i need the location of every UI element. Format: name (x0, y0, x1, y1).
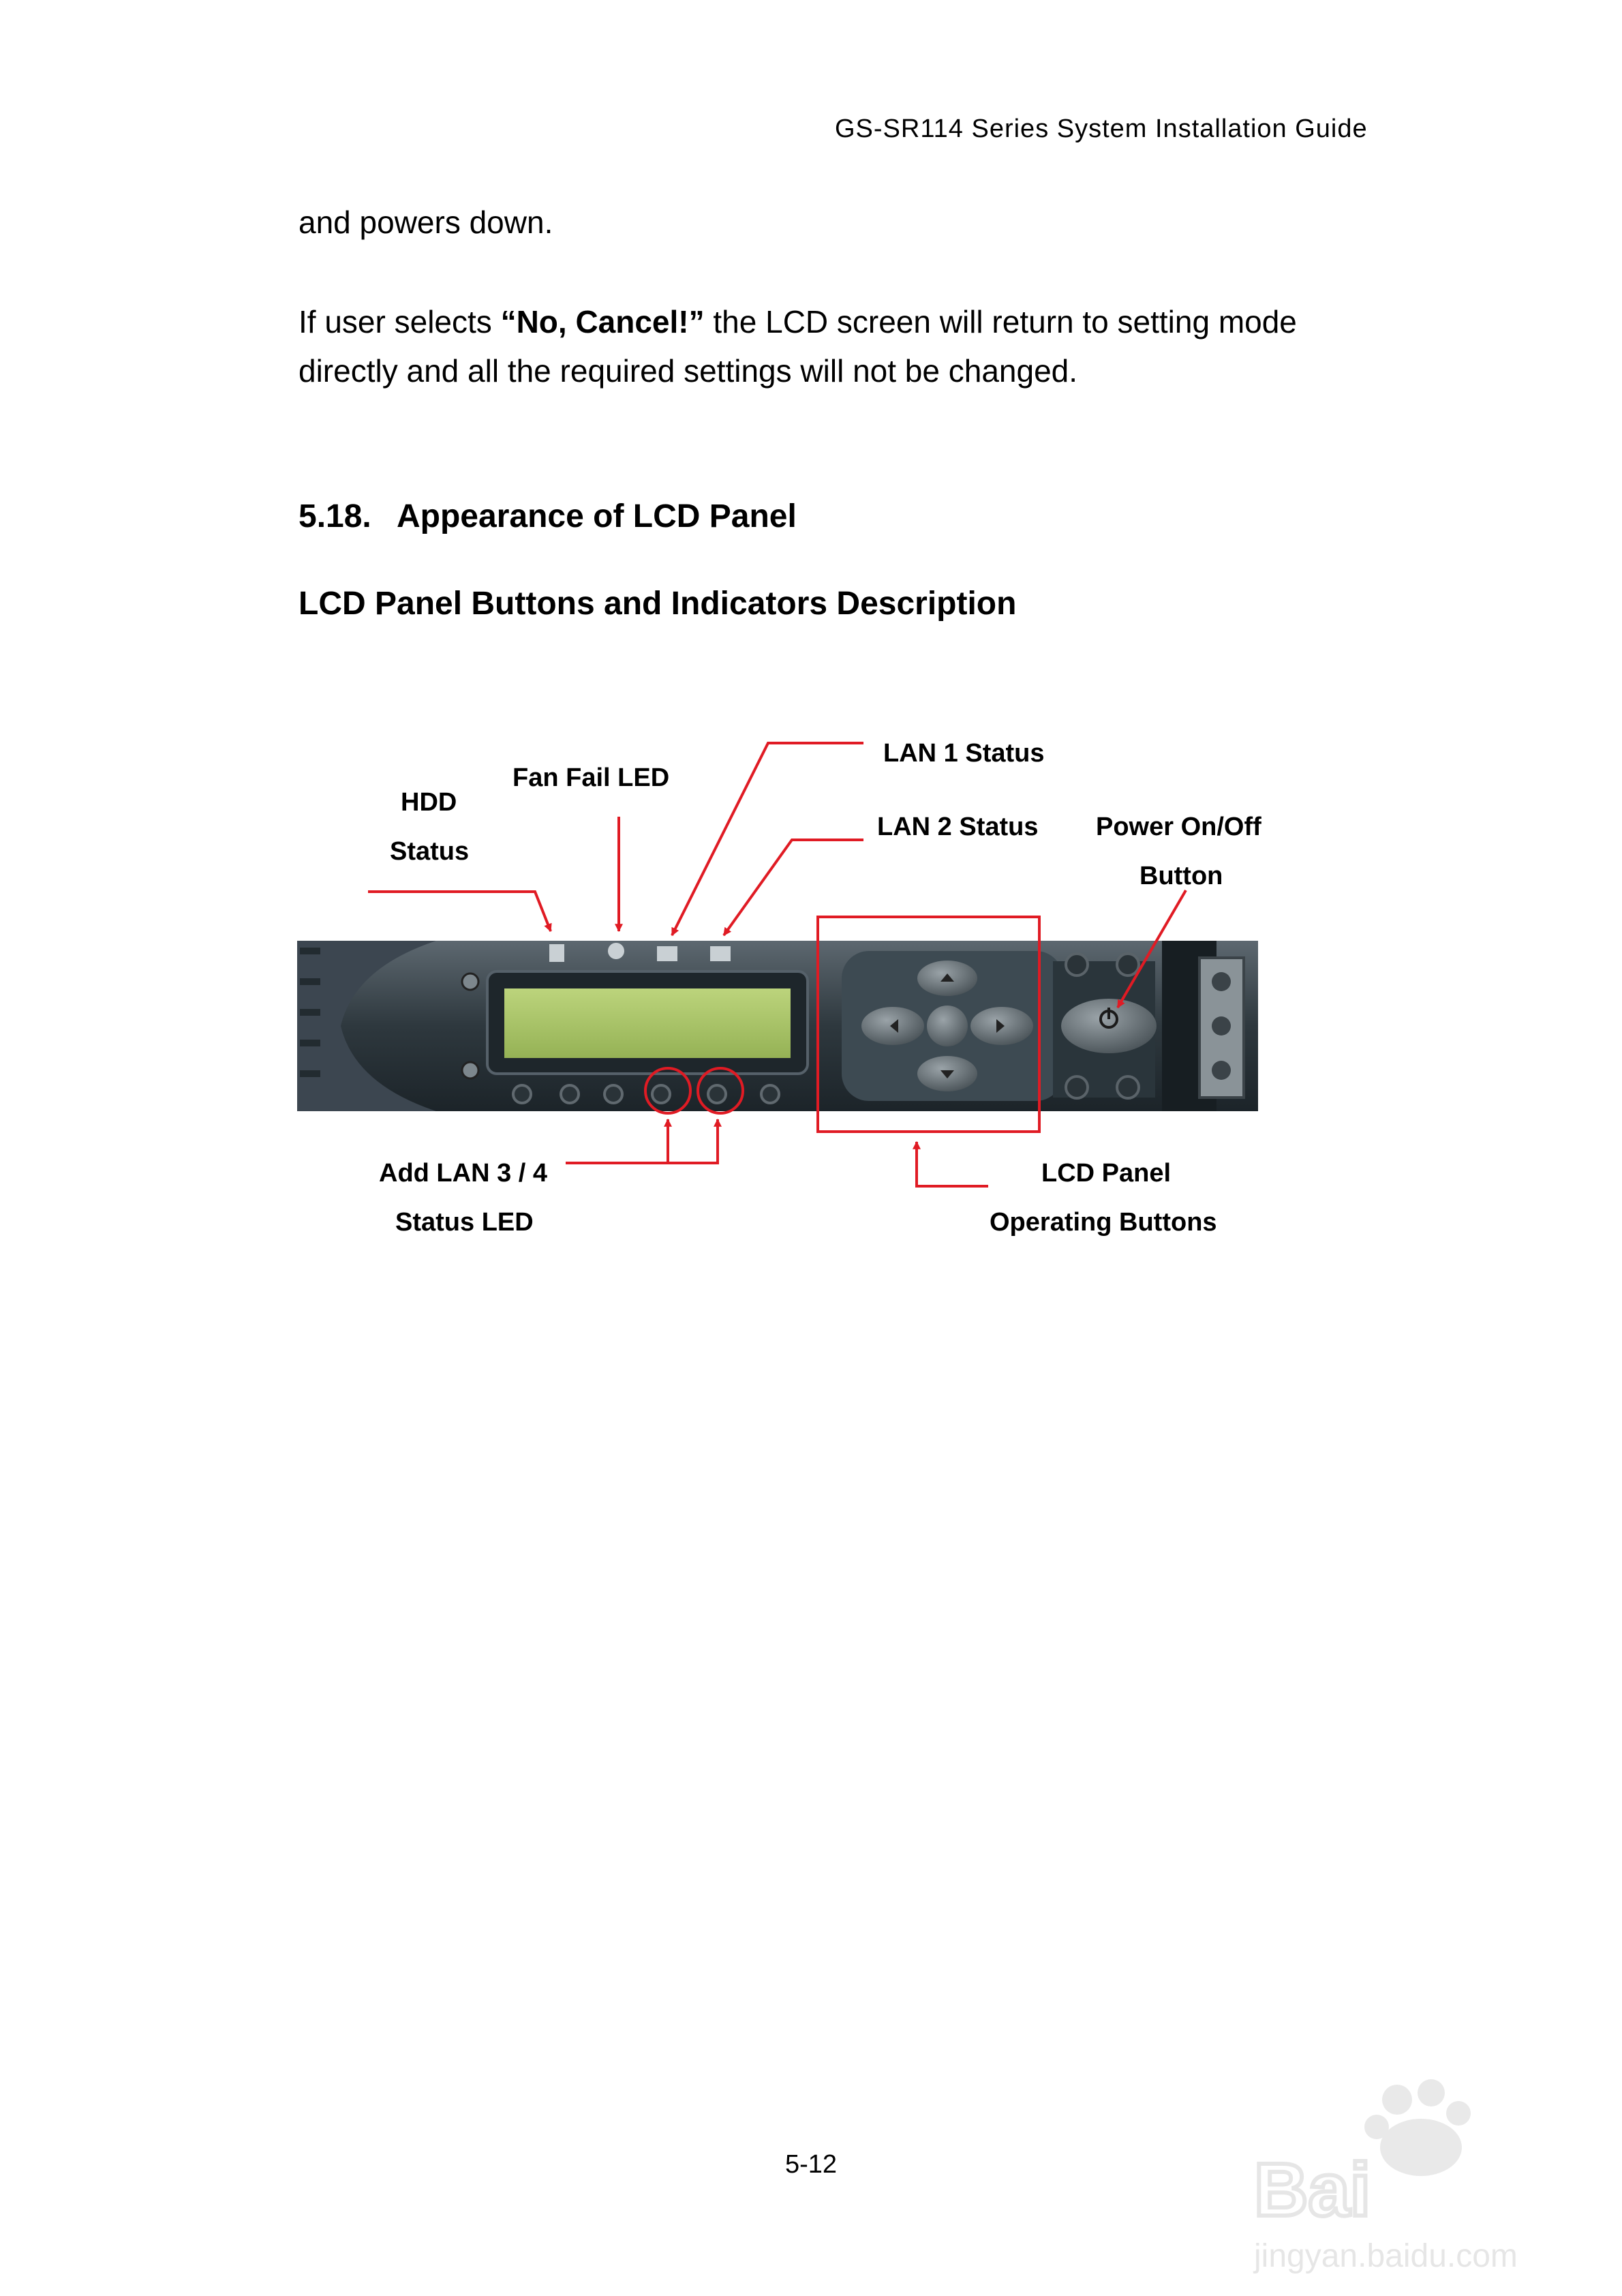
svg-text:jingyan.baidu.com: jingyan.baidu.com (1254, 2238, 1518, 2274)
screw-icon (462, 973, 478, 990)
body-text-line: and powers down. (299, 205, 553, 240)
label-power-onoff: Power On/Off (1096, 813, 1261, 841)
lan1-led-icon (657, 946, 677, 961)
label-fan-fail-led: Fan Fail LED (512, 764, 670, 792)
subheading: LCD Panel Buttons and Indicators Description (299, 586, 1017, 622)
page-number: 5-12 (784, 2150, 838, 2179)
label-lan1-status: LAN 1 Status (883, 739, 1045, 768)
paragraph-text: the LCD screen will return to setting mode directly and all the required settings will not be changed. (299, 304, 1297, 389)
label-power-button: Button (1139, 862, 1223, 890)
cancel-option-emphasis: “No, Cancel!” (500, 304, 705, 339)
section-number: 5.18. (299, 498, 371, 534)
running-header: GS-SR114 Series System Installation Guide (835, 115, 1368, 143)
label-add-lan: Add LAN 3 / 4 (379, 1159, 548, 1188)
label-operating-buttons: Operating Buttons (990, 1208, 1217, 1237)
fan-led-icon (608, 943, 624, 959)
front-panel (297, 941, 1258, 1111)
baidu-jingyan-watermark-logo (1240, 2072, 1540, 2277)
screw-icon (462, 1062, 478, 1078)
lcd-screen (504, 988, 791, 1058)
paragraph-text: If user selects (299, 304, 501, 339)
label-lan2-status: LAN 2 Status (877, 813, 1039, 841)
enter-button[interactable] (927, 1006, 968, 1046)
label-hdd: HDD (401, 788, 457, 817)
label-add-lan-status: Status LED (395, 1208, 534, 1237)
svg-text:Bai: Bai (1254, 2148, 1371, 2232)
label-lcd-panel: LCD Panel (1041, 1159, 1172, 1188)
hdd-led-icon (549, 944, 564, 962)
lan2-led-icon (710, 946, 731, 961)
label-hdd-status: Status (390, 837, 470, 866)
section-title: Appearance of LCD Panel (397, 498, 797, 534)
